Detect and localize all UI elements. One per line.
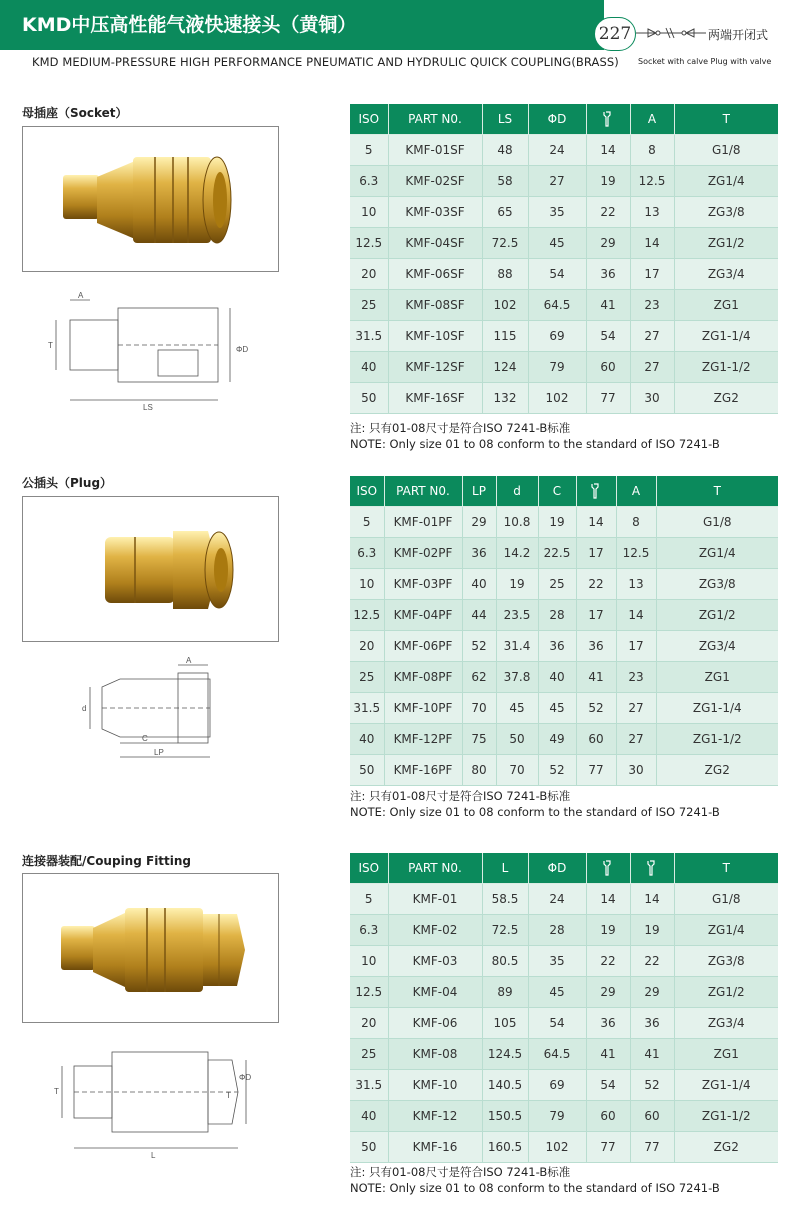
table-cell: 10 [350,945,388,976]
table-cell: 25 [350,1038,388,1069]
table-cell: 45 [528,227,586,258]
table-cell: 48 [482,134,528,165]
table-row [350,599,778,630]
table-cell: 72.5 [482,914,528,945]
table-cell: 36 [630,1007,674,1038]
table-cell: 62 [462,661,496,692]
table-cell: 36 [462,537,496,568]
table-row [350,320,778,351]
page-subtitle: KMD MEDIUM-PRESSURE HIGH PERFORMANCE PNEUMATIC AND HYDRULIC QUICK COUPLING(BRASS) [32,55,619,69]
table-header-row [350,476,778,506]
table-cell: 19 [586,165,630,196]
table-cell: 24 [528,883,586,914]
table-cell: 5 [350,883,388,914]
table-cell: 28 [528,914,586,945]
table-cell: 37.8 [496,661,538,692]
table-cell: 25 [350,289,388,320]
table-cell: 19 [630,914,674,945]
wrench-icon [603,860,613,874]
table-cell: ZG3/8 [674,945,778,976]
table-cell: KMF-16PF [384,754,462,785]
plug-dim-c: C [142,734,148,743]
table-cell: ZG1-1/2 [656,723,778,754]
table-cell: 31.4 [496,630,538,661]
table-cell: 160.5 [482,1131,528,1162]
table-cell: G1/8 [674,883,778,914]
table-cell: 31.5 [350,320,388,351]
table-cell: 12.5 [616,537,656,568]
table-cell: 80 [462,754,496,785]
table-cell: ZG1/4 [656,537,778,568]
table-cell: 40 [538,661,576,692]
table-row [350,945,778,976]
col-header: T [674,104,778,134]
table-cell: ZG2 [674,1131,778,1162]
table-cell: KMF-03PF [384,568,462,599]
table-cell: 65 [482,196,528,227]
table-row [350,723,778,754]
table-cell: ZG1 [656,661,778,692]
table-cell: 22 [586,945,630,976]
table-cell: 5 [350,506,384,537]
col-header-wrench [586,104,630,134]
table-row [350,1038,778,1069]
table-row [350,568,778,599]
table-cell: 70 [496,754,538,785]
table-cell: 80.5 [482,945,528,976]
table-cell: 50 [350,382,388,413]
table-cell: 19 [496,568,538,599]
table-cell: KMF-12 [388,1100,482,1131]
header-type-en: Socket with calve Plug with valve [638,57,772,66]
table-cell: 45 [528,976,586,1007]
table-cell: 69 [528,1069,586,1100]
table-cell: 64.5 [528,1038,586,1069]
col-header: T [674,853,778,883]
table-cell: 23 [616,661,656,692]
table-cell: 36 [586,258,630,289]
table-cell: 54 [586,1069,630,1100]
table-cell: G1/8 [674,134,778,165]
table-cell: 89 [482,976,528,1007]
table-cell: G1/8 [656,506,778,537]
col-header-wrench [630,853,674,883]
table-cell: KMF-04 [388,976,482,1007]
coupling-dim-l: L [151,1151,156,1160]
table-row [350,289,778,320]
page-number-badge: 227 [594,17,636,51]
table-cell: 102 [482,289,528,320]
table-cell: KMF-16SF [388,382,482,413]
table-cell: 75 [462,723,496,754]
table-cell: 8 [630,134,674,165]
table-cell: 22 [576,568,616,599]
table-cell: 41 [586,1038,630,1069]
table-cell: 29 [462,506,496,537]
socket-dim-d: ΦD [236,345,249,354]
table-cell: 17 [576,599,616,630]
table-cell: KMF-03 [388,945,482,976]
table-cell: KMF-08SF [388,289,482,320]
table-cell: 20 [350,1007,388,1038]
table-cell: 6.3 [350,537,384,568]
table-cell: KMF-10PF [384,692,462,723]
col-header: ISO [350,104,388,134]
table-cell: 41 [630,1038,674,1069]
table-cell: 44 [462,599,496,630]
table-cell: 30 [630,382,674,413]
table-cell: 60 [576,723,616,754]
col-header: C [538,476,576,506]
plug-note-cn: 注: 只有01-08尺寸是符合ISO 7241-B标准 [350,789,571,803]
col-header: LS [482,104,528,134]
col-header: L [482,853,528,883]
table-cell: 40 [462,568,496,599]
plug-dim-d: d [82,704,87,713]
table-cell: KMF-01 [388,883,482,914]
table-row [350,134,778,165]
table-cell: ZG3/4 [656,630,778,661]
table-header-row [350,853,778,883]
table-cell: ZG1/4 [674,165,778,196]
table-cell: KMF-01SF [388,134,482,165]
table-cell: 102 [528,382,586,413]
table-cell: 35 [528,945,586,976]
table-cell: ZG1 [674,289,778,320]
table-cell: 140.5 [482,1069,528,1100]
col-header: ISO [350,853,388,883]
socket-dim-t: T [48,341,53,350]
socket-technical-drawing [48,290,268,414]
table-cell: 50 [496,723,538,754]
table-cell: 132 [482,382,528,413]
table-cell: 49 [538,723,576,754]
table-cell: KMF-08PF [384,661,462,692]
table-row [350,1069,778,1100]
table-row [350,883,778,914]
table-cell: KMF-06SF [388,258,482,289]
table-cell: ZG2 [656,754,778,785]
table-cell: ZG1-1/2 [674,1100,778,1131]
section-label-coupling: 连接器装配/Couping Fitting [22,854,192,868]
table-cell: KMF-04SF [388,227,482,258]
table-cell: 24 [528,134,586,165]
coupling-note-cn: 注: 只有01-08尺寸是符合ISO 7241-B标准 [350,1165,571,1179]
table-cell: 14 [616,599,656,630]
col-header-wrench [586,853,630,883]
table-row [350,630,778,661]
table-cell: 28 [538,599,576,630]
table-cell: ZG3/8 [674,196,778,227]
table-row [350,165,778,196]
table-cell: 77 [630,1131,674,1162]
table-cell: 30 [616,754,656,785]
table-cell: KMF-06 [388,1007,482,1038]
table-cell: ZG1-1/4 [674,1069,778,1100]
table-cell: KMF-02SF [388,165,482,196]
coupling-dim-t-left: T [54,1087,59,1096]
table-cell: 25 [350,661,384,692]
table-cell: 45 [538,692,576,723]
table-cell: 45 [496,692,538,723]
table-cell: 27 [616,692,656,723]
table-row [350,1131,778,1162]
coupling-technical-drawing [56,1040,256,1160]
table-cell: 13 [630,196,674,227]
table-cell: 124 [482,351,528,382]
table-cell: 12.5 [350,599,384,630]
table-cell: 10 [350,196,388,227]
section-label-socket: 母插座（Socket） [22,106,128,120]
plug-dim-a: A [186,656,192,665]
table-cell: 27 [630,320,674,351]
socket-dim-a: A [78,291,84,300]
table-row [350,1007,778,1038]
table-cell: 22.5 [538,537,576,568]
col-header: A [616,476,656,506]
table-cell: KMF-12PF [384,723,462,754]
table-cell: 25 [538,568,576,599]
table-cell: 10.8 [496,506,538,537]
plug-note-en: NOTE: Only size 01 to 08 conform to the standard of ISO 7241-B [350,805,720,819]
socket-note-en: NOTE: Only size 01 to 08 conform to the standard of ISO 7241-B [350,437,720,451]
table-cell: 52 [462,630,496,661]
section-label-plug: 公插头（Plug） [22,476,113,490]
plug-dim-lp: LP [154,748,164,757]
col-header: ISO [350,476,384,506]
table-cell: 19 [586,914,630,945]
col-header: PART N0. [384,476,462,506]
table-cell: ZG1/2 [656,599,778,630]
table-cell: 29 [586,227,630,258]
table-cell: 64.5 [528,289,586,320]
table-cell: 12.5 [350,227,388,258]
table-row [350,1100,778,1131]
table-cell: 58 [482,165,528,196]
table-cell: KMF-10 [388,1069,482,1100]
table-cell: ZG1 [674,1038,778,1069]
table-cell: 14 [630,227,674,258]
wrench-icon [647,860,657,874]
table-cell: 40 [350,351,388,382]
table-cell: 105 [482,1007,528,1038]
coupling-dim-d: ΦD [239,1073,252,1082]
table-cell: ZG1-1/4 [674,320,778,351]
table-cell: 88 [482,258,528,289]
table-cell: ZG3/4 [674,1007,778,1038]
table-row [350,537,778,568]
table-cell: 10 [350,568,384,599]
table-row [350,227,778,258]
table-cell: 50 [350,754,384,785]
table-cell: 60 [586,1100,630,1131]
col-header: ΦD [528,104,586,134]
table-cell: KMF-06PF [384,630,462,661]
table-cell: 14 [586,883,630,914]
table-cell: 8 [616,506,656,537]
col-header: PART N0. [388,104,482,134]
table-cell: 79 [528,1100,586,1131]
table-cell: 79 [528,351,586,382]
table-cell: 6.3 [350,914,388,945]
table-cell: 27 [528,165,586,196]
table-cell: KMF-02PF [384,537,462,568]
table-cell: 124.5 [482,1038,528,1069]
table-cell: 77 [576,754,616,785]
plug-photo [22,496,279,642]
table-cell: 35 [528,196,586,227]
table-cell: 22 [630,945,674,976]
valve-symbol-icon [636,26,706,40]
table-cell: 77 [586,382,630,413]
table-row [350,976,778,1007]
col-header: A [630,104,674,134]
table-cell: 22 [586,196,630,227]
table-cell: KMF-04PF [384,599,462,630]
table-cell: 23.5 [496,599,538,630]
table-cell: KMF-02 [388,914,482,945]
socket-note-cn: 注: 只有01-08尺寸是符合ISO 7241-B标准 [350,421,571,435]
table-cell: 41 [576,661,616,692]
table-cell: ZG1-1/4 [656,692,778,723]
table-row [350,692,778,723]
table-cell: 54 [586,320,630,351]
wrench-icon [591,483,601,497]
table-cell: 36 [586,1007,630,1038]
table-cell: ZG3/4 [674,258,778,289]
table-cell: 5 [350,134,388,165]
socket-dim-ls: LS [143,403,153,412]
table-cell: 115 [482,320,528,351]
table-row [350,506,778,537]
coupling-dim-t-right: T [226,1091,231,1100]
table-cell: 72.5 [482,227,528,258]
table-cell: ZG3/8 [656,568,778,599]
table-cell: 17 [576,537,616,568]
col-header: d [496,476,538,506]
socket-spec-table [350,104,778,414]
table-cell: 60 [586,351,630,382]
col-header: T [656,476,778,506]
table-cell: 19 [538,506,576,537]
table-cell: 150.5 [482,1100,528,1131]
table-row [350,382,778,413]
table-cell: 17 [630,258,674,289]
table-cell: 40 [350,1100,388,1131]
page-title: KMD中压高性能气液快速接头（黄铜） [22,14,357,36]
table-cell: 31.5 [350,692,384,723]
table-cell: 20 [350,630,384,661]
col-header-wrench [576,476,616,506]
table-cell: ZG1/2 [674,976,778,1007]
table-cell: 52 [538,754,576,785]
coupling-photo [22,873,279,1023]
table-cell: 58.5 [482,883,528,914]
table-cell: ZG1-1/2 [674,351,778,382]
table-cell: 41 [586,289,630,320]
table-cell: KMF-12SF [388,351,482,382]
socket-photo [22,126,279,272]
table-cell: 102 [528,1131,586,1162]
table-row [350,914,778,945]
table-cell: 14 [630,883,674,914]
table-cell: 6.3 [350,165,388,196]
table-cell: 12.5 [350,976,388,1007]
table-cell: 14 [586,134,630,165]
table-cell: 31.5 [350,1069,388,1100]
table-cell: 36 [576,630,616,661]
col-header: LP [462,476,496,506]
coupling-note-en: NOTE: Only size 01 to 08 conform to the standard of ISO 7241-B [350,1181,720,1195]
table-cell: KMF-10SF [388,320,482,351]
table-cell: 17 [616,630,656,661]
table-cell: 60 [630,1100,674,1131]
table-cell: ZG1/2 [674,227,778,258]
table-cell: KMF-01PF [384,506,462,537]
table-cell: 27 [616,723,656,754]
table-cell: 29 [586,976,630,1007]
table-cell: 12.5 [630,165,674,196]
table-cell: 20 [350,258,388,289]
table-cell: 14 [576,506,616,537]
table-cell: 23 [630,289,674,320]
header-type-cn: 两端开闭式 [708,28,769,42]
table-cell: 36 [538,630,576,661]
table-cell: 52 [576,692,616,723]
table-cell: 69 [528,320,586,351]
table-header-row [350,104,778,134]
table-cell: KMF-03SF [388,196,482,227]
table-row [350,258,778,289]
wrench-icon [603,111,613,125]
table-cell: 54 [528,258,586,289]
table-cell: ZG2 [674,382,778,413]
table-cell: ZG1/4 [674,914,778,945]
table-row [350,351,778,382]
table-cell: 29 [630,976,674,1007]
table-cell: KMF-16 [388,1131,482,1162]
col-header: PART N0. [388,853,482,883]
coupling-spec-table [350,853,778,1163]
table-cell: 54 [528,1007,586,1038]
table-cell: 77 [586,1131,630,1162]
plug-technical-drawing [80,655,220,765]
table-cell: 40 [350,723,384,754]
table-cell: KMF-08 [388,1038,482,1069]
plug-spec-table [350,476,778,786]
table-cell: 13 [616,568,656,599]
table-row [350,196,778,227]
table-cell: 27 [630,351,674,382]
table-row [350,661,778,692]
table-cell: 70 [462,692,496,723]
table-cell: 50 [350,1131,388,1162]
col-header: ΦD [528,853,586,883]
table-row [350,754,778,785]
table-cell: 52 [630,1069,674,1100]
table-cell: 14.2 [496,537,538,568]
